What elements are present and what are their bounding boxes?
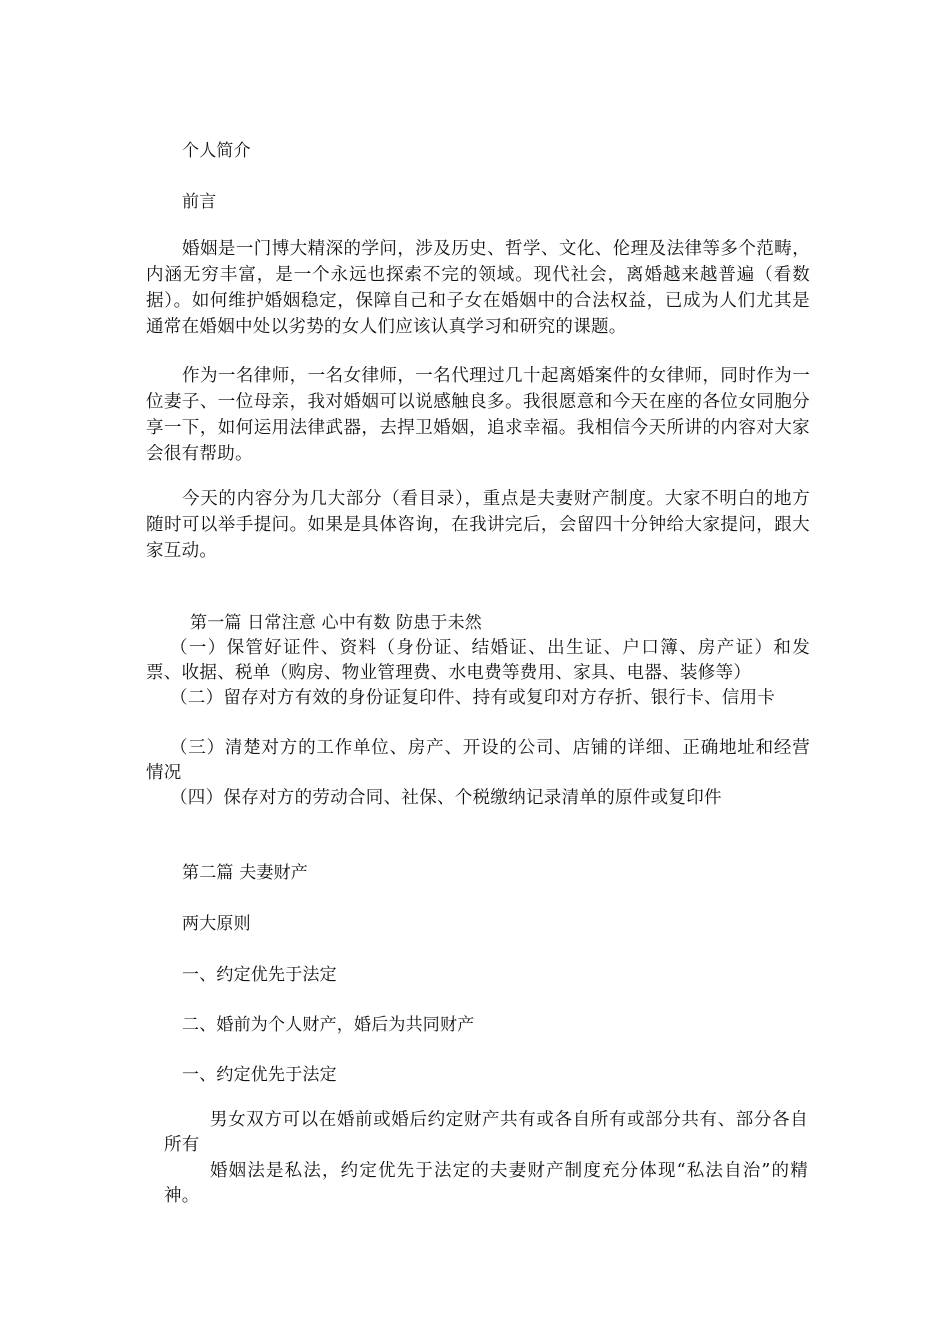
preface-paragraph-3: 今天的内容分为几大部分（看目录），重点是夫妻财产制度。大家不明白的地方随时可以举手提问。如果是具体咨询，在我讲完后，会留四十分钟给大家提问，跟大家互动。 bbox=[146, 489, 810, 561]
principle-2: 二、婚前为个人财产，婚后为共同财产 bbox=[182, 1015, 475, 1035]
section-1-paragraph-1: 男女双方可以在婚前或婚后约定财产共有或各自所有或部分共有、部分各自所有 bbox=[164, 1110, 808, 1155]
chapter-1-item: （一）保管好证件、资料（身份证、结婚证、出生证、户口簿、房产证）和发票、收据、税单（购房、物业管理费、水电费等费用、家具、电器、装修等） bbox=[146, 638, 810, 683]
section-1-paragraph-2: 婚姻法是私法，约定优先于法定的夫妻财产制度充分体现“私法自治”的精神。 bbox=[164, 1161, 808, 1206]
preface-paragraph-2: 作为一名律师，一名女律师，一名代理过几十起离婚案件的女律师，同时作为一位妻子、一位母亲，我对婚姻可以说感触良多。我很愿意和今天在座的各位女同胞分享一下，如何运用法律武器，去捍卫婚姻，追求幸福。我相信今天所讲的内容对大家会很有帮助。 bbox=[146, 366, 810, 464]
chapter-1-item: （三）清楚对方的工作单位、房产、开设的公司、店铺的详细、正确地址和经营情况 bbox=[146, 738, 810, 783]
chapter-2-title: 第二篇 夫妻财产 bbox=[182, 863, 309, 883]
heading-preface: 前言 bbox=[182, 192, 217, 212]
chapter-1-item: （四）保存对方的劳动合同、社保、个税缴纳记录清单的原件或复印件 bbox=[170, 788, 722, 808]
chapter-1-item: （二）留存对方有效的身份证复印件、持有或复印对方存折、银行卡、信用卡 bbox=[170, 688, 776, 708]
preface-paragraph-1: 婚姻是一门博大精深的学问，涉及历史、哲学、文化、伦理及法律等多个范畴，内涵无穷丰富，是一个永远也探索不完的领域。现代社会，离婚越来越普遍（看数据）。如何维护婚姻稳定，保障自己和子女在婚姻中的合法权益，已成为人们尤其是通常在婚姻中处以劣势的女人们应该认真学习和研究的课题。 bbox=[146, 239, 810, 337]
principles-heading: 两大原则 bbox=[182, 914, 251, 934]
section-1-heading: 一、约定优先于法定 bbox=[182, 1065, 337, 1085]
chapter-1-title: 第一篇 日常注意 心中有数 防患于未然 bbox=[190, 613, 483, 633]
principle-1: 一、约定优先于法定 bbox=[182, 965, 337, 985]
heading-profile: 个人简介 bbox=[182, 141, 251, 161]
